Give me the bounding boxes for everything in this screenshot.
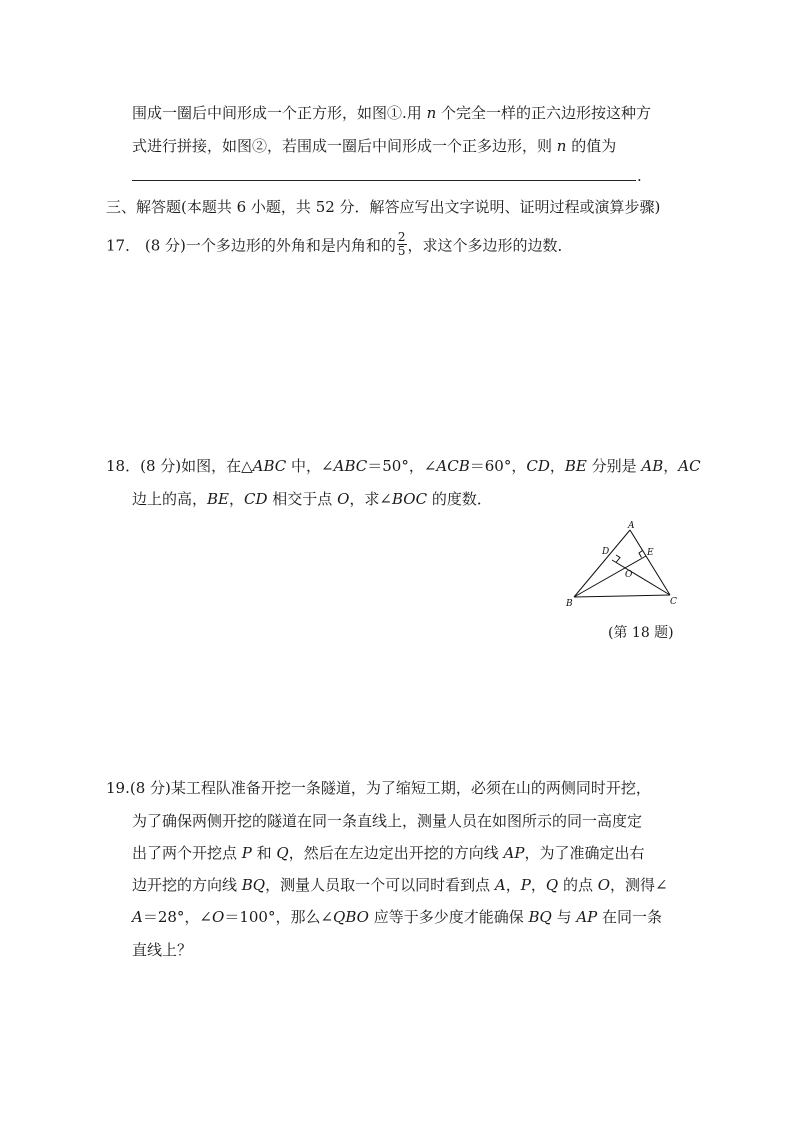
answer-blank-line[interactable]: [132, 180, 636, 181]
question-19-line-2: 为了确保两侧开挖的隧道在同一条直线上，测量人员在如图所示的同一高度定: [132, 812, 643, 830]
triangle-figure: [566, 518, 682, 610]
figure-18-caption: (第 18 题): [608, 625, 674, 641]
label-b: B: [566, 599, 573, 609]
question-19-line-3: 出了两个开挖点 P 和 Q，然后在左边定出开挖的方向线 AP，为了准确定出右: [132, 844, 645, 862]
right-angle-mark-d: [616, 555, 620, 563]
label-a: A: [628, 521, 635, 531]
altitude-be: [574, 556, 646, 597]
label-c: C: [670, 597, 677, 607]
side-bc: [574, 595, 670, 597]
question-19-line-5: A＝28°，∠O＝100°，那么∠QBO 应等于多少度才能确保 BQ 与 AP 在同一条: [132, 908, 663, 926]
question-19-line-4: 边开挖的方向线 BQ，测量人员取一个可以同时看到点 A，P，Q 的点 O，测得∠: [132, 876, 668, 894]
altitude-cd: [612, 560, 670, 595]
side-ab: [574, 530, 630, 597]
answer-end-dot: .: [637, 167, 642, 185]
section-3-heading: 三、解答题(本题共 6 小题，共 52 分．解答应写出文字说明、证明过程或演算步骤): [106, 198, 661, 216]
label-d: D: [602, 547, 610, 557]
question-19-line-6: 直线上？: [132, 941, 193, 959]
question-18-line-1: 18．(8 分)如图，在△ABC 中，∠ABC＝50°，∠ACB＝60°，CD，BE 分别是 AB，AC: [106, 457, 701, 475]
right-angle-mark-e: [639, 551, 643, 558]
p16-line-2: 式进行拼接，如图②，若围成一圈后中间形成一个正多边形，则 n 的值为: [132, 137, 617, 155]
fraction-two-fifths: $\frac{2}{5}$: [397, 230, 406, 258]
label-e: E: [647, 548, 654, 558]
label-o: O: [625, 570, 633, 580]
question-18-line-2: 边上的高，BE，CD 相交于点 O，求∠BOC 的度数．: [132, 490, 492, 508]
p16-line-1: 围成一圈后中间形成一个正方形，如图①.用 n 个完全一样的正六边形按这种方: [132, 104, 652, 122]
question-17: 17． (8 分)一个多边形的外角和是内角和的 $\frac{2}{5}$ ，求这个多边形的边数．: [106, 230, 573, 258]
question-19-line-1: 19.(8 分)某工程队准备开挖一条隧道，为了缩短工期，必须在山的两侧同时开挖，: [106, 779, 651, 797]
side-ac: [630, 530, 670, 595]
